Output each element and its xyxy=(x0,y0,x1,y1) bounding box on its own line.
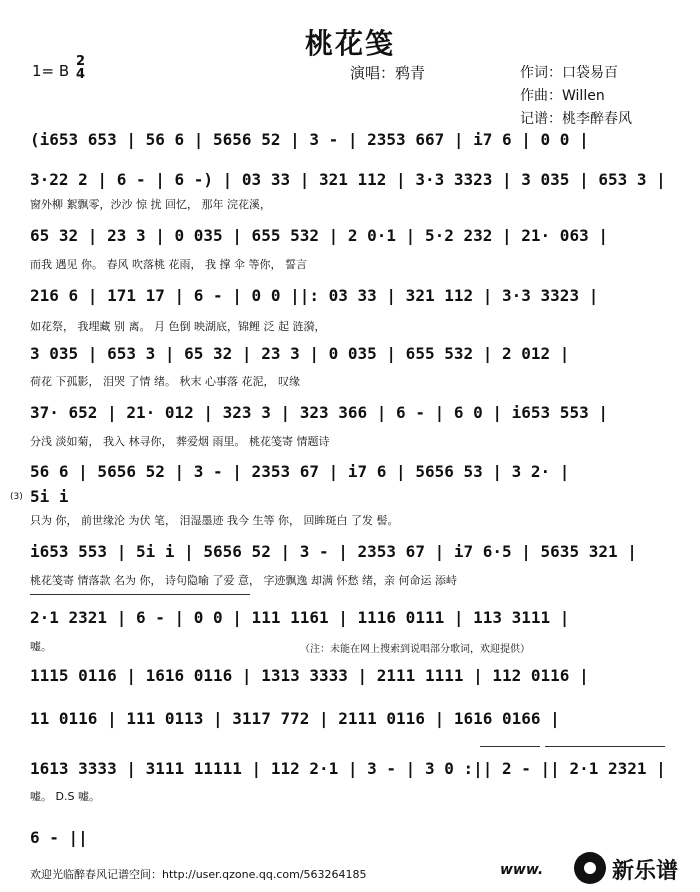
score-row-7b-music: 5i i xyxy=(30,487,69,506)
time-signature xyxy=(76,55,85,81)
volta-line-2 xyxy=(480,746,540,747)
key-signature: 1= B xyxy=(32,62,70,80)
score-row-10-music: 1115 0116 | 1616 0116 | 1313 3333 | 2111 1111 | 112 0116 | xyxy=(30,666,589,685)
score-row-2-music: 3·22 2 | 6 - | 6 -) | 03 33 | 321 112 | 3·3 3323 | 3 035 | 653 3 | xyxy=(30,170,666,189)
footer-text: 欢迎光临醉春风记谱空间：http://user.qzone.qq.com/563264185 xyxy=(30,868,367,881)
score-row-2-lyrics: 窗外柳 絮飘零，沙沙 惊 扰 回忆， 那年 浣花溪， xyxy=(30,198,271,211)
score-row-3-lyrics: 而我 遇见 你。 春风 吹落桃 花雨， 我 撑 伞 等你， 誓言 xyxy=(30,258,307,271)
time-bottom: 4 xyxy=(76,67,86,82)
score-row-6-music: 37· 652 | 21· 012 | 323 3 | 323 366 | 6 - | 6 0 | i653 553 | xyxy=(30,403,608,422)
score-row-8-music: i653 553 | 5i i | 5656 52 | 3 - | 2353 67 | i7 6·5 | 5635 321 | xyxy=(30,542,637,561)
logo-text: 新乐谱 xyxy=(612,859,679,884)
score-row-9-music: 2·1 2321 | 6 - | 0 0 | 111 1161 | 1116 0111 | 113 3111 | xyxy=(30,608,570,627)
score-row-12-lyrics: 嘘。 D.S 嘘。 xyxy=(30,790,100,803)
volta-line-3 xyxy=(545,746,665,747)
composer: 作曲：Willen xyxy=(520,88,605,104)
score-row-9-lyrics: 嘘。 xyxy=(30,640,52,653)
score-row-12-music: 1613 3333 | 3111 11111 | 112 2·1 | 3 - | 3 0 :|| 2 - || 2·1 2321 | xyxy=(30,759,666,778)
record-icon xyxy=(574,852,606,884)
singer: 演唱：鸦青 xyxy=(350,64,426,82)
transcriber-note: （注：未能在网上搜索到说唱部分歌词，欢迎提供） xyxy=(300,644,530,655)
site-logo xyxy=(500,848,692,888)
transcriber: 记谱：桃李醉春风 xyxy=(520,111,632,127)
score-row-6-lyrics: 分浅 淡如菊， 我入 林寻你， 葬爱烟 雨里。 桃花笺寄 情题诗 xyxy=(30,435,330,448)
score-row-11-music: 11 0116 | 111 0113 | 3117 772 | 2111 0116 | 1616 0166 | xyxy=(30,709,560,728)
score-row-13-music: 6 - || xyxy=(30,828,88,847)
score-row-1-music: (i653 653 | 56 6 | 5656 52 | 3 - | 2353 667 | i7 6 | 0 0 | xyxy=(30,130,589,149)
score-row-4-lyrics: 如花祭， 我埋藏 别 离。 月 色倒 映湖底，锦鲤 泛 起 涟漪， xyxy=(30,320,326,333)
score-row-4-music: 216 6 | 171 17 | 6 - | 0 0 ||: 03 33 | 321 112 | 3·3 3323 | xyxy=(30,286,599,305)
score-row-5-lyrics: 荷花 下孤影， 泪哭 了情 绪。 秋末 心事落 花泥， 叹缘 xyxy=(30,375,300,388)
score-row-5-music: 3 035 | 653 3 | 65 32 | 23 3 | 0 035 | 655 532 | 2 012 | xyxy=(30,344,570,363)
score-row-7-music: 56 6 | 5656 52 | 3 - | 2353 67 | i7 6 | 5656 53 | 3 2· | xyxy=(30,462,570,481)
score-row-3-music: 65 32 | 23 3 | 0 035 | 655 532 | 2 0·1 | 5·2 232 | 21· 063 | xyxy=(30,226,608,245)
score-row-7-lyrics: 只为 你， 前世缘沦 为伏 笔， 泪湿墨迹 我今 生等 你， 回眸斑白 了发 髻。 xyxy=(30,514,399,527)
page-title: 桃花笺 xyxy=(304,27,395,60)
lyricist: 作词：口袋易百 xyxy=(520,65,618,81)
time-top: 2 xyxy=(76,54,86,69)
score-row-8-lyrics: 桃花笺寄 情落款 名为 你， 诗句隐喻 了爱 意， 字迹飘逸 却满 怀愁 绪，亲 何命运 添峙 xyxy=(30,574,457,587)
extra-mark: (3) xyxy=(10,492,23,502)
volta-line-1 xyxy=(30,594,250,595)
logo-www: www. xyxy=(500,862,544,878)
